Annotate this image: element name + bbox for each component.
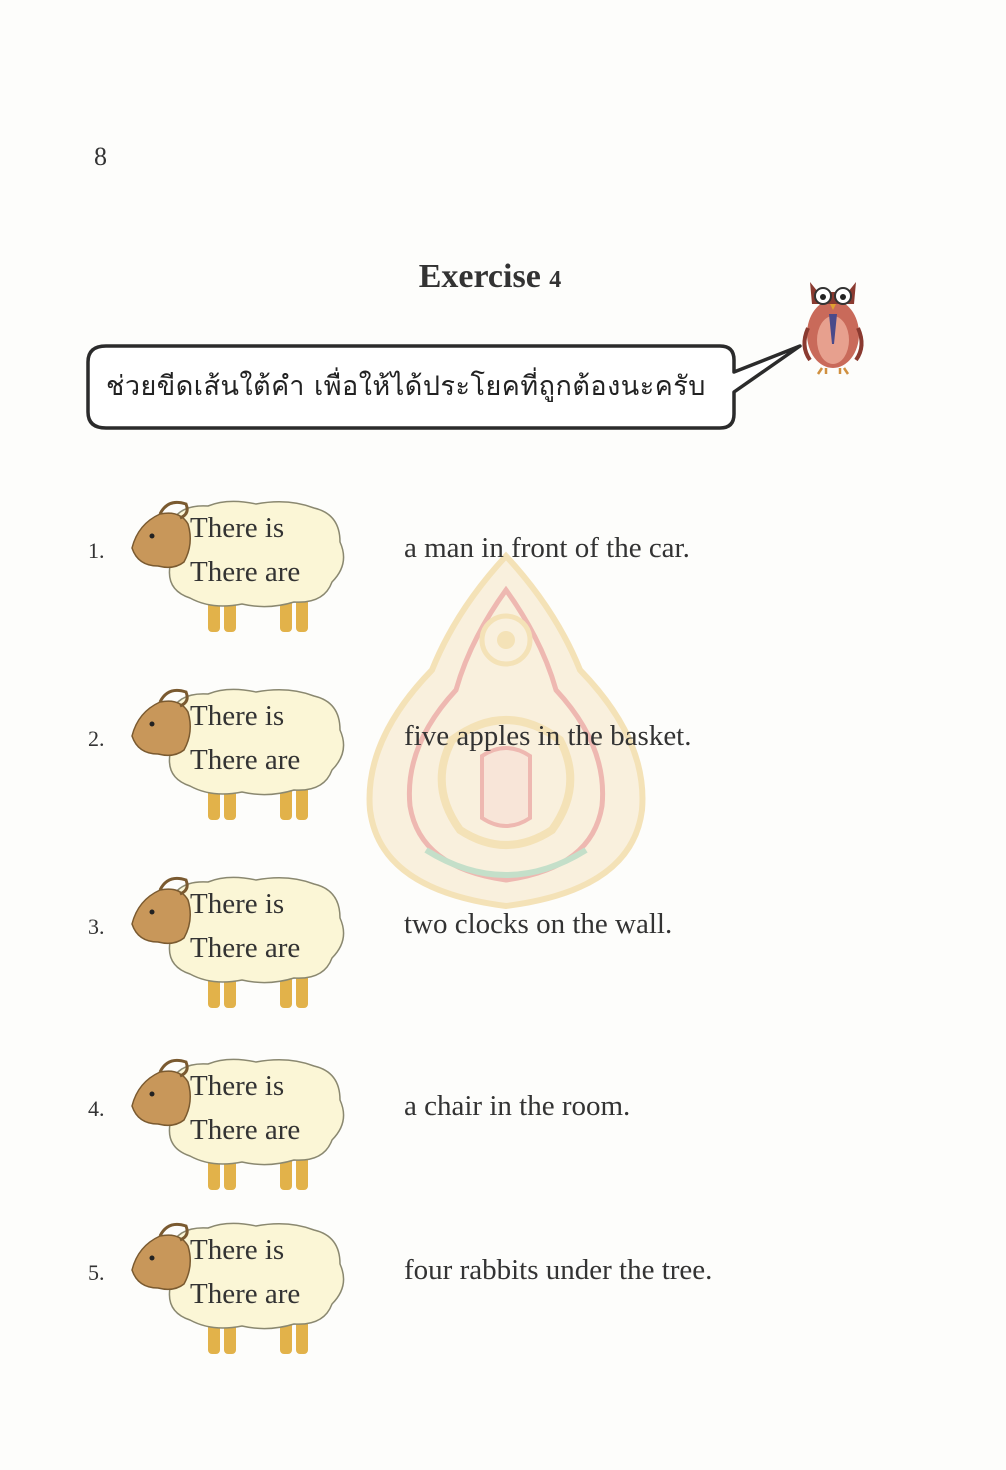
item-number: 2. xyxy=(88,726,105,751)
exercise-item-1 xyxy=(0,500,1006,650)
exercise-title-text: Exercise xyxy=(418,258,541,295)
option-there-is[interactable]: There is xyxy=(190,1234,285,1266)
option-there-is[interactable]: There is xyxy=(190,888,285,920)
option-there-are[interactable]: There are xyxy=(190,744,301,776)
exercise-item-5 xyxy=(0,1222,1006,1372)
option-there-are[interactable]: There are xyxy=(190,1114,301,1146)
option-there-are[interactable]: There are xyxy=(190,932,301,964)
option-there-are[interactable]: There are xyxy=(190,556,301,588)
item-number: 1. xyxy=(88,538,105,563)
exercise-item-2 xyxy=(0,688,1006,838)
item-number: 3. xyxy=(88,914,105,939)
option-there-is[interactable]: There is xyxy=(190,512,285,544)
option-there-are[interactable]: There are xyxy=(190,1278,301,1310)
item-sentence: a man in front of the car. xyxy=(404,532,690,564)
item-sentence: five apples in the basket. xyxy=(404,720,692,752)
option-there-is[interactable]: There is xyxy=(190,700,285,732)
item-sentence: a chair in the room. xyxy=(404,1090,631,1122)
page-number: 8 xyxy=(94,142,107,171)
instruction-text: ช่วยขีดเส้นใต้คำ เพื่อให้ได้ประโยคที่ถูกต้องนะครับ xyxy=(106,371,706,402)
item-sentence: four rabbits under the tree. xyxy=(404,1254,713,1286)
owl-icon xyxy=(796,268,870,376)
item-number: 5. xyxy=(88,1260,105,1285)
option-there-is[interactable]: There is xyxy=(190,1070,285,1102)
item-sentence: two clocks on the wall. xyxy=(404,908,673,940)
exercise-title-number: 4 xyxy=(549,267,562,293)
exercise-item-3 xyxy=(0,876,1006,1026)
item-number: 4. xyxy=(88,1096,105,1121)
exercise-item-4 xyxy=(0,1058,1006,1208)
